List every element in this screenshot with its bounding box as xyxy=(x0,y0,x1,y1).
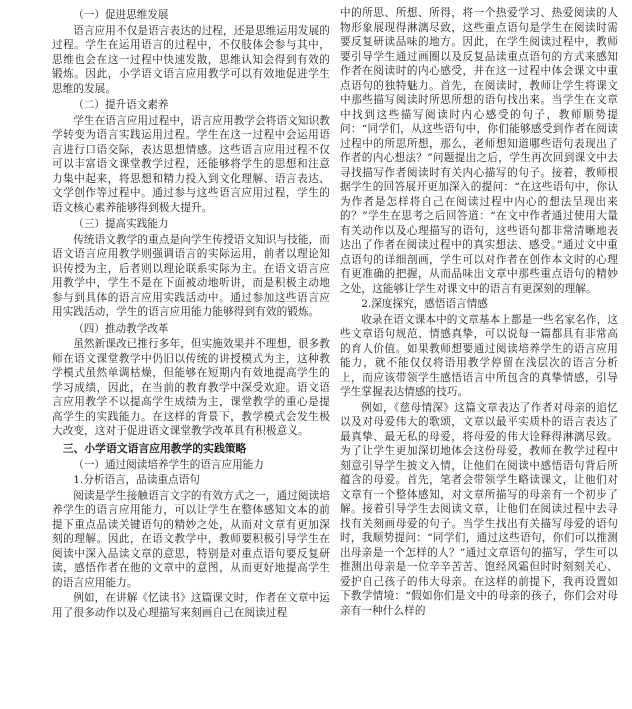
section-heading: （三）提高实践能力 xyxy=(73,218,169,230)
subsection-heading: 2.深度探究，感悟语言情感 xyxy=(361,298,488,310)
paragraph: 学生在语言应用过程中，语言应用教学会将语文知识教学转变为语言实践运用过程。学生在这一过程中会运用语言进行口语交际，表达思想情感。这些语言应用过程不仅可以丰富语文课堂教学过程，还能够将学生的思想和注意力集中起来，将思想和精力投入到文化理解、语言表达、文学创作等过程中。通过参与这些语言应用过程，学生的语文核心素养能够得到极大提升。 xyxy=(52,114,330,214)
section-heading: （一）通过阅读培养学生的语言应用能力 xyxy=(73,458,264,471)
paragraph: 例如，在讲解《忆读书》这篇课文时，作者在文章中运用了很多动作以及心理描写来刻画自己在阅读过程 xyxy=(52,592,330,619)
paragraph: 虽然新课改已推行多年，但实施效果并不理想，很多教师在语文课堂教学中仍旧以传统的讲授模式为主，这种教学模式虽然单调枯燥，但能够在短期内有效地提高学生的学习成绩，因此，在当前的教育教学中深受欢迎。语文语言应用教学不以提高学生成绩为主，课堂教学的重心是提高学生的实践能力。在这样的背景下，教学模式会发生极大改变，这对于促进语文课堂教学改革具有积极意义。 xyxy=(52,338,330,437)
right-column xyxy=(340,6,618,705)
paragraph: 中的所思、所想、所得，将一个热爱学习、热爱阅读的人物形象展现得淋漓尽致，这些重点语句是学生在阅读时需要反复研读品味的地方。因此，在学生阅读过程中，教师要引导学生通过画圈以及反复品读重点语句的方式来感知作者在阅读时的内心感受，并在这一过程中体会课文中重点语句的独特魅力。首先，在阅读时，教师让学生将课文中那些描写阅读时所思所想的语句找出来。当学生在文章中找到这些描写阅读时内心感受的句子，教师顺势提问：“同学们，从这些语句中，你们能够感受到作者在阅读过程中的所思所想，那么，老师想知道哪些语句表现出了作者的内心想法？”问题提出之后，学生再次回到课文中去寻找描写作者阅读时有关内心描写的句子。接着，教师根据学生的回答展开更加深入的提问：“在这些语句中，你认为作者是怎样将自己在阅读过程中内心的想法呈现出来的？”学生在思考之后回答道：“在文中作者通过使用大量有关动作以及心理描写的语句，这些语句都非常清晰地表达出了作者在阅读过程中的真实想法、感受。”通过文中重点语句的详细剖画，学生可以对作者在创作本文时的心理有更准确的把握，从而品味出文章中那些重点语句的精妙之处，这能够让学生对课文中的语言有更深刻的理解。 xyxy=(340,7,618,295)
paragraph: 传统语文教学的重点是向学生传授语文知识与技能，而语文语言应用教学则强调语言的实际运用，前者以理论知识传授为主，后者则以理论联系实际为主。在语文语言应用教学中，学生不是在下面被动地听讲，而是积极主动地参与到具体的语言应用实践活动中。通过参加这些语言应用实践活动，学生的语言应用能力能够得到有效的锻炼。 xyxy=(52,233,330,318)
subsection-heading: 1.分析语言，品读重点语句 xyxy=(73,474,200,486)
section-heading: （二）提升语文素养 xyxy=(73,99,169,111)
paragraph: 收录在语文课本中的文章基本上都是一些名家名作，这些文章语句规范、情感真挚，可以说每一篇都具有非常高的育人价值。如果教师想要通过阅读培养学生的语言应用能力，就不能仅仅将语用教学停留在浅层次的语言分析上，而应该带领学生感悟语言中所包含的真挚情感，引导学生掌握表达情感的技巧。 xyxy=(340,313,618,398)
left-column xyxy=(52,6,330,705)
paragraph: 例如，《慈母情深》这篇文章表达了作者对母亲的追忆以及对母爱伟大的歌颂，文章以最平实质朴的语言表达了最真挚、最无私的母爱，将母爱的伟大诠释得淋漓尽致。为了让学生更加深切地体会这份母爱，教师在教学过程中刻意引导学生披文入情，让他们在阅读中感悟语句背后所蕴含的母爱。首先，笔者会带领学生略读课文，让他们对文章有一个整体感知，对文章所描写的母亲有一个初步了解。接着引导学生去阅读文章，让他们在阅读过程中去寻找有关刻画母爱的句子。当学生找出有关描写母爱的语句时，我顺势提问：“同学们，通过这些语句，你们可以推测出母亲是一个怎样的人？”通过文章语句的描写，学生可以推测出母亲是一位辛辛苦苦、饱经风霜但时时刻刻关心、爱护自己孩子的伟大母亲。在这样的前提下，我再设置如下教学情境：“假如你们是文中的母亲的孩子，你们会对母亲有一种什么样的 xyxy=(340,401,618,617)
section-heading: （一）促进思维发展 xyxy=(73,9,169,21)
paragraph: 语言应用不仅是语言表达的过程，还是思维运用发展的过程。学生在运用语言的过程中，不仅肢体会参与其中，思维也会在这一过程中快速发散，思维认知会得到有效的锻炼。因此，小学语文语言应用教学可以有效地促进学生思维的发展。 xyxy=(52,24,330,95)
chapter-heading: 三、小学语文语言应用教学的实践策略 xyxy=(62,441,247,455)
two-column-body xyxy=(52,6,618,705)
paragraph: 阅读是学生接触语言文字的有效方式之一，通过阅读培养学生的语言应用能力，可以让学生在整体感知文本的前提下重点品读关键语句的精妙之处，从而对文章有更加深刻的理解。因此，在语文教学中，教师要积极引导学生在阅读中深入品读文章的意思，特别是对重点语句要反复研读，感悟作者在他的文章中的意图，从而更好地提高学生的语言应用能力。 xyxy=(52,489,330,589)
section-heading: （四）推动教学改革 xyxy=(73,322,169,335)
